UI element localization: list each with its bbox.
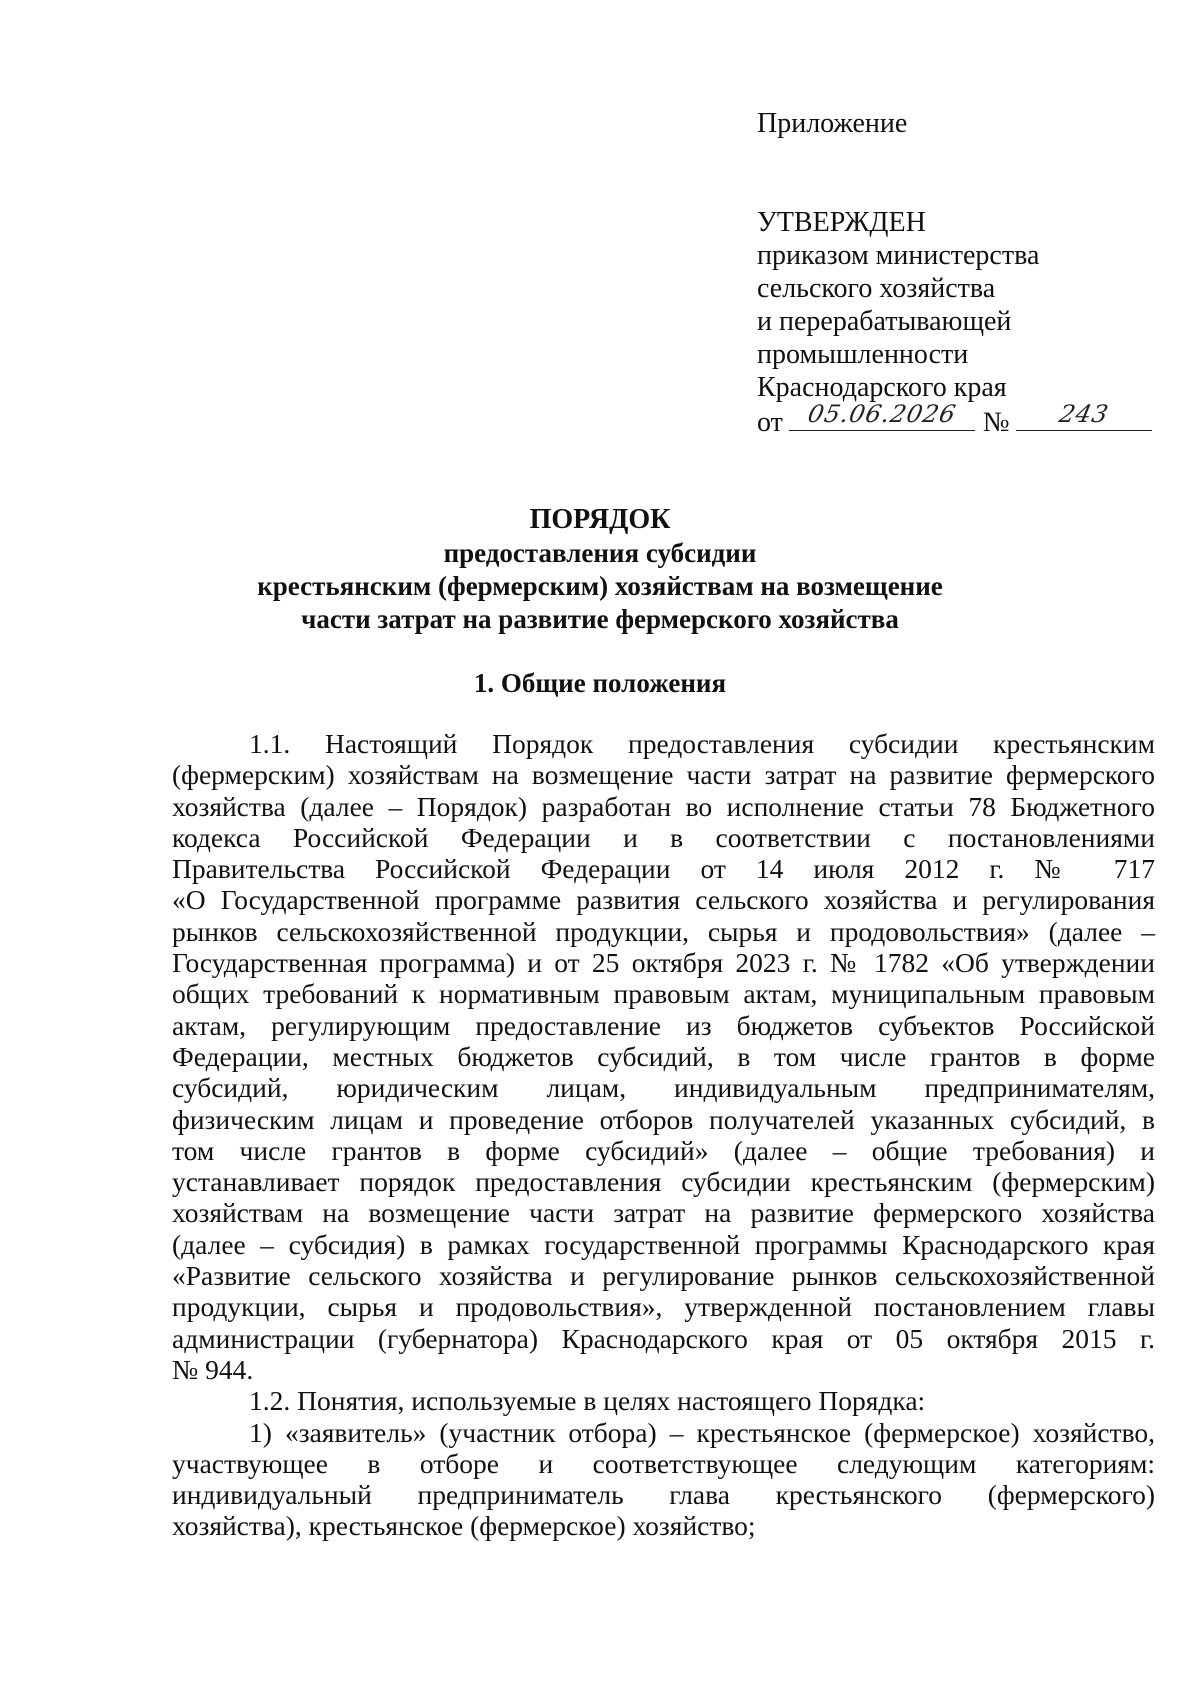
approval-line: Краснодарского края bbox=[757, 372, 1007, 403]
number-field bbox=[1016, 400, 1152, 431]
text-line: хозяйства), крестьянское (фермерское) хозяйство; bbox=[172, 1510, 756, 1542]
date-prefix: от bbox=[757, 407, 783, 438]
text-line: (фермерским) хозяйствам на возмещение части затрат на развитие фермерского bbox=[172, 759, 1155, 791]
section-heading: 1. Общие положения bbox=[473, 668, 727, 698]
text-line: общих требований к нормативным правовым актам, муниципальным правовым bbox=[172, 978, 1155, 1010]
text-line: Государственная программа) и от 25 октября 2023 г. № 1782 «Об утверждении bbox=[172, 947, 1155, 979]
body-text bbox=[172, 728, 1155, 1542]
text-line: «Развитие сельского хозяйства и регулирование рынков сельскохозяйственной bbox=[172, 1260, 1155, 1292]
text-line: Федерации, местных бюджетов субсидий, в том числе грантов в форме bbox=[172, 1040, 1155, 1072]
text-line: «О Государственной программе развития сельского хозяйства и регулирования bbox=[172, 884, 1155, 916]
text-line: участвующее в отборе и соответствующее следующим категориям: bbox=[172, 1447, 1155, 1479]
text-line: субсидий, юридическим лицам, индивидуальным предпринимателям, bbox=[172, 1072, 1155, 1104]
appendix-label: Приложение bbox=[757, 108, 908, 139]
handwritten-number: 243 bbox=[1056, 400, 1112, 428]
text-line: продукции, сырья и продовольствия», утвержденной постановлением главы bbox=[172, 1291, 1155, 1323]
date-number-row bbox=[757, 400, 1152, 438]
title-subtitle-line: крестьянским (фермерским) хозяйствам на возмещение bbox=[257, 571, 943, 601]
text-line: актам, регулирующим предоставление из бюджетов субъектов Российской bbox=[172, 1009, 1155, 1041]
text-line: индивидуальный предприниматель глава крестьянского (фермерского) bbox=[172, 1479, 1155, 1511]
text-line: № 944. bbox=[172, 1353, 254, 1385]
approval-line: сельского хозяйства bbox=[757, 273, 996, 304]
approval-line: и перерабатывающей bbox=[757, 306, 1012, 337]
paragraph-1-2 bbox=[172, 1385, 1155, 1416]
text-line: кодекса Российской Федерации и в соответствии с постановлениями bbox=[172, 821, 1155, 853]
document-title bbox=[0, 503, 1200, 636]
approval-line: промышленности bbox=[757, 339, 969, 370]
text-line: том числе грантов в форме субсидий» (далее – общие требования) и bbox=[172, 1134, 1155, 1166]
text-line: устанавливает порядок предоставления субсидии крестьянским (фермерским) bbox=[172, 1166, 1155, 1198]
number-sign: № bbox=[982, 407, 1010, 438]
text-line: 1) «заявитель» (участник отбора) – крестьянское (фермерское) хозяйство, bbox=[249, 1416, 1155, 1448]
title-heading: ПОРЯДОК bbox=[529, 504, 671, 535]
text-line: администрации (губернатора) Краснодарского края от 05 октября 2015 г. bbox=[172, 1322, 1155, 1354]
text-line: (далее – субсидия) в рамках государственной программы Краснодарского края bbox=[172, 1228, 1155, 1260]
title-subtitle-line: предоставления субсидии bbox=[443, 538, 757, 568]
title-subtitle-line: части затрат на развитие фермерского хозяйства bbox=[301, 604, 899, 634]
text-line: хозяйства (далее – Порядок) разработан во исполнение статьи 78 Бюджетного bbox=[172, 790, 1155, 822]
text-line: Правительства Российской Федерации от 14 июля 2012 г. № 717 bbox=[172, 853, 1155, 885]
definition-item-1 bbox=[172, 1417, 1155, 1542]
paragraph-1-1 bbox=[172, 728, 1155, 1385]
text-line: 1.2. Понятия, используемые в целях настоящего Порядка: bbox=[249, 1385, 926, 1417]
date-field bbox=[789, 400, 975, 431]
text-line: рынков сельскохозяйственной продукции, сырья и продовольствия» (далее – bbox=[172, 915, 1155, 947]
handwritten-date: 05.06.2026 bbox=[805, 400, 959, 428]
approval-stamp bbox=[757, 206, 1152, 437]
approved-label: УТВЕРЖДЕН bbox=[757, 207, 926, 238]
text-line: физическим лицам и проведение отборов получателей указанных субсидий, в bbox=[172, 1103, 1155, 1135]
text-line: 1.1. Настоящий Порядок предоставления субсидии крестьянским bbox=[249, 728, 1155, 759]
approval-line: приказом министерства bbox=[757, 240, 1040, 271]
text-line: хозяйствам на возмещение части затрат на развитие фермерского хозяйства bbox=[172, 1197, 1155, 1229]
